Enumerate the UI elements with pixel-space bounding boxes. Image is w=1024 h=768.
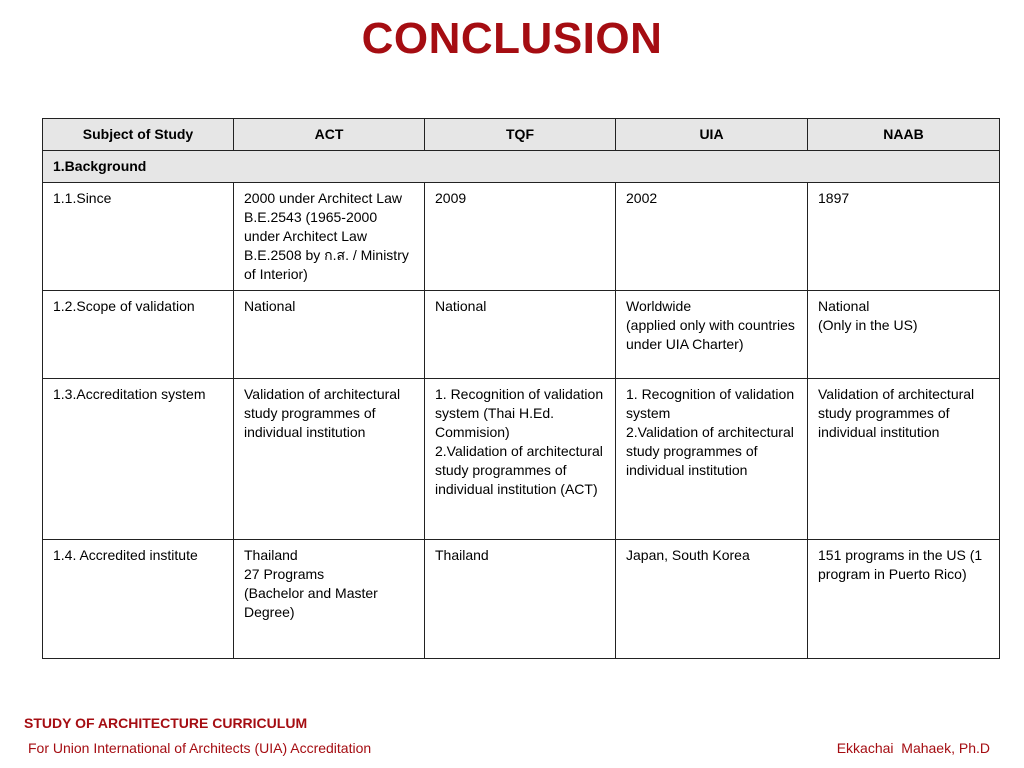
- table-cell: Validation of architectural study programmes of individual institution: [808, 379, 1000, 540]
- column-header-naab: NAAB: [808, 119, 1000, 151]
- table-row: [43, 291, 1000, 379]
- column-header-tqf: TQF: [425, 119, 616, 151]
- table-cell: 151 programs in the US (1 program in Puerto Rico): [808, 540, 1000, 659]
- column-header-act: ACT: [234, 119, 425, 151]
- table-row: [43, 379, 1000, 540]
- row-label: 1.1.Since: [43, 183, 234, 291]
- table-cell: 2000 under Architect Law B.E.2543 (1965-2000 under Architect Law B.E.2508 by ก.ส. / Ministry of Interior): [234, 183, 425, 291]
- page-title: CONCLUSION: [361, 14, 663, 63]
- row-label: 1.4. Accredited institute: [43, 540, 234, 659]
- conclusion-table: [42, 118, 1000, 659]
- footer-title: STUDY OF ARCHITECTURE CURRICULUM: [24, 715, 308, 731]
- column-header-subject: Subject of Study: [43, 119, 234, 151]
- section-label: 1.Background: [43, 151, 1000, 183]
- table-cell: National (Only in the US): [808, 291, 1000, 379]
- column-header-uia: UIA: [616, 119, 808, 151]
- table-header-row: [43, 119, 1000, 151]
- table-cell: 2002: [616, 183, 808, 291]
- row-label: 1.3.Accreditation system: [43, 379, 234, 540]
- table-cell: Thailand 27 Programs (Bachelor and Master Degree): [234, 540, 425, 659]
- footer-subtitle: For Union International of Architects (UIA) Accreditation: [28, 740, 372, 756]
- table-cell: 1897: [808, 183, 1000, 291]
- table-cell: Validation of architectural study programmes of individual institution: [234, 379, 425, 540]
- table-cell: 2009: [425, 183, 616, 291]
- row-label: 1.2.Scope of validation: [43, 291, 234, 379]
- table-cell: National: [425, 291, 616, 379]
- table-cell: Thailand: [425, 540, 616, 659]
- table-cell: Japan, South Korea: [616, 540, 808, 659]
- table-row: [43, 540, 1000, 659]
- table-cell: 1. Recognition of validation system 2.Validation of architectural study programmes of individual institution: [616, 379, 808, 540]
- section-row: [43, 151, 1000, 183]
- table-cell: National: [234, 291, 425, 379]
- table-cell: 1. Recognition of validation system (Thai H.Ed. Commision) 2.Validation of architectural study programmes of individual institution (ACT): [425, 379, 616, 540]
- table-row: [43, 183, 1000, 291]
- footer-author: Ekkachai Mahaek, Ph.D: [836, 740, 990, 756]
- table-cell: Worldwide (applied only with countries under UIA Charter): [616, 291, 808, 379]
